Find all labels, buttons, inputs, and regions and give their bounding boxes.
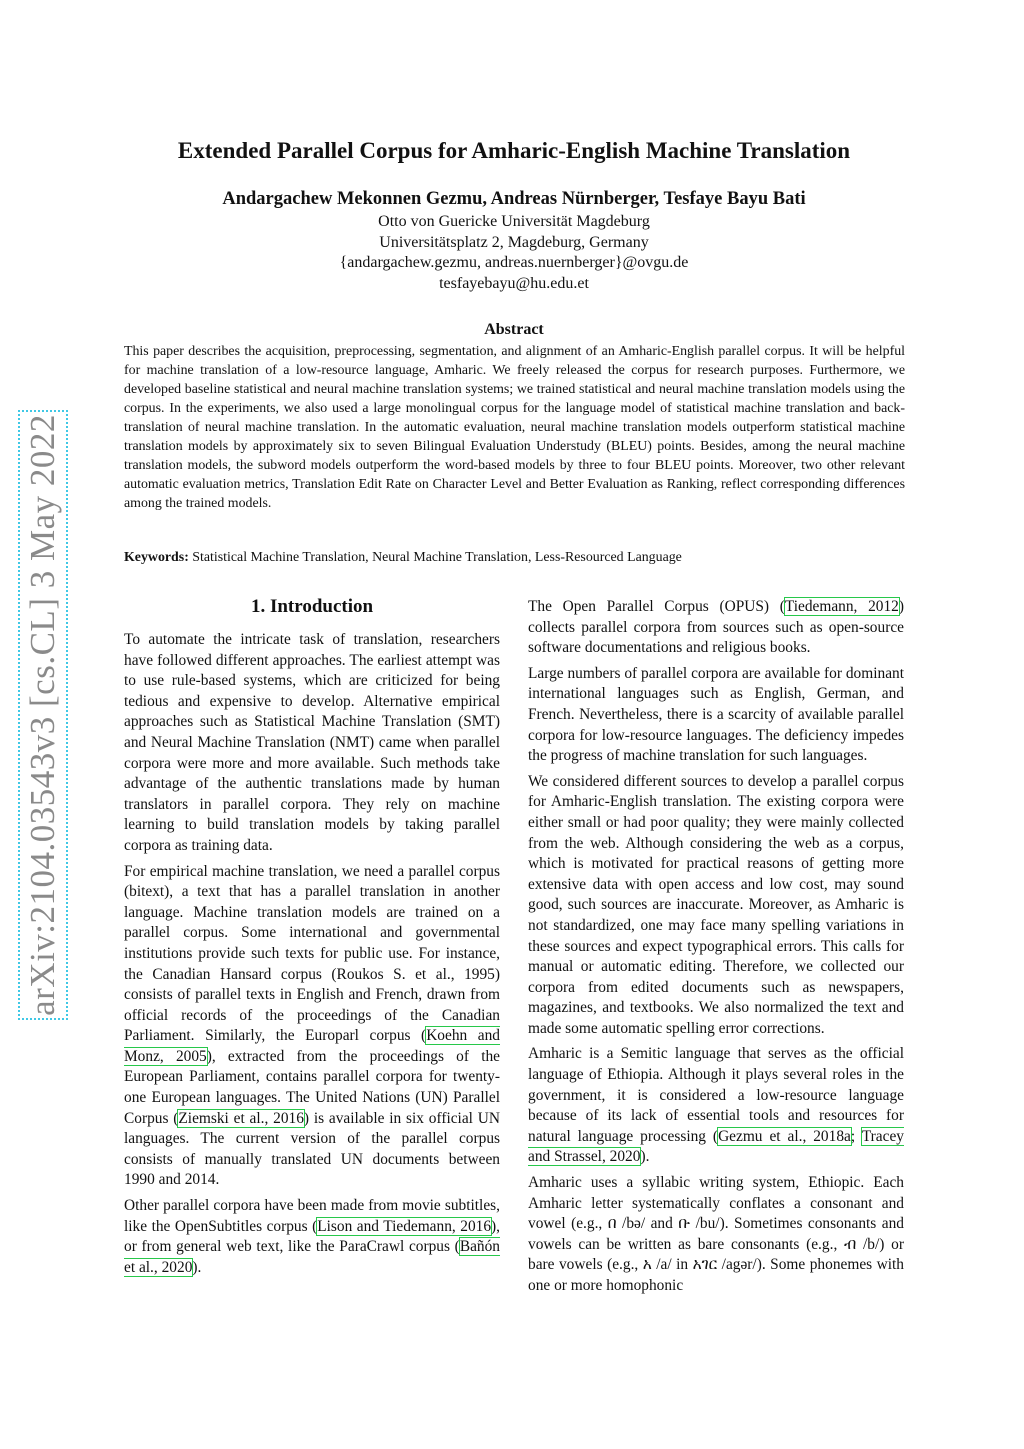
text-span: ) collects parallel corpora from sources such as open-source software documentations and religious books. (528, 598, 904, 657)
text-span: Other parallel corpora have been made from movie subtitles, like the OpenSubtitles corpus ( (124, 1197, 500, 1235)
right-paragraph-1 (528, 597, 904, 659)
text-span: Amharic is a Semitic language that serves as the official language of Ethiopia. Although it plays several roles in the government, it is considered a low-resource language because of its lack of essential tools and resources for natural language processing ( (528, 1045, 904, 1145)
institution: Otto von Guericke Universität Magdeburg (378, 213, 650, 230)
affiliation-block (100, 212, 928, 294)
citation-link[interactable]: Tracey and Strassel, 2020 (528, 1127, 904, 1166)
arxiv-identifier-stamp (18, 410, 68, 1020)
citation-link[interactable]: Lison and Tiedemann, 2016 (317, 1217, 492, 1235)
email-primary[interactable]: {andargachew.gezmu, andreas.nuernberger}@ovgu.de (339, 254, 689, 272)
keywords-label: Keywords: (124, 550, 189, 565)
paper-title: Extended Parallel Corpus for Amharic-English Machine Translation (177, 138, 851, 163)
right-column (528, 597, 904, 1357)
intro-paragraph-1: To automate the intricate task of translation, researchers have followed different approaches. The earliest attempt was to use rule-based systems, which are criticized for being tedious and expensive to develop. Alternative empirical approaches such as Statistical Machine Translation (SMT) and Neural Machine Translation (NMT) came when parallel corpora were more and more available. Such methods take advantage of the authentic translations made by human translators in parallel corpora. They rely on machine learning to build translation models by taking parallel corpora as training data. (124, 631, 500, 854)
text-span: ; (850, 1127, 862, 1145)
keywords-text: Statistical Machine Translation, Neural Machine Translation, Less-Resourced Language (188, 550, 682, 565)
right-paragraph-2: Large numbers of parallel corpora are available for dominant international languages such as English, German, and French. Nevertheless, there is a scarcity of available parallel corpora for low-resource languages. The deficiency impedes the progress of machine translation for such languages. (528, 664, 904, 765)
arxiv-identifier-text: arXiv:2104.03543v3 [cs.CL] 3 May 2022 (23, 414, 63, 1016)
citation-link[interactable]: Gezmu et al., 2018a (718, 1127, 851, 1145)
citation-link[interactable]: Ziemski et al., 2016 (178, 1109, 304, 1127)
text-span: ), or from general web text, like the ParaCrawl corpus ( (124, 1217, 500, 1256)
text-span: ) is available in six official UN languages. The current version of the parallel corpus consists of manually translated UN documents between 1990 and 2014. (124, 1109, 500, 1189)
author-list: Andargachew Mekonnen Gezmu, Andreas Nürnberger, Tesfaye Bayu Bati (222, 189, 806, 209)
citation-link[interactable]: Koehn and Monz, 2005 (124, 1027, 500, 1065)
abstract-heading: Abstract (484, 321, 544, 338)
citation-link[interactable]: Tiedemann, 2012 (784, 598, 899, 615)
left-column (124, 596, 500, 1356)
text-span: ), extracted from the proceedings of the European Parliament, contains parallel corpora for twenty-one European languages. The United Nations (UN) Parallel Corpus ( (124, 1047, 500, 1127)
text-span: ). (192, 1258, 202, 1276)
text-span: The Open Parallel Corpus (OPUS) ( (528, 598, 785, 615)
right-paragraph-4 (528, 1044, 904, 1168)
intro-paragraph-2 (124, 862, 500, 1192)
right-paragraph-5: Amharic uses a syllabic writing system, Ethiopic. Each Amharic letter systematically conflates a consonant and vowel (e.g., በ /bə/ and ቡ /bu/). Sometimes consonants and vowels can be written as bare consonants (e.g., ብ /b/) or bare vowels (e.g., አ /a/ in አገር /agər/). Some phonemes with one or more homophonic (528, 1174, 904, 1294)
intro-paragraph-3 (124, 1196, 500, 1278)
address: Universitätsplatz 2, Magdeburg, Germany (379, 233, 649, 251)
text-span: ). (640, 1148, 650, 1166)
keywords-line (124, 550, 905, 566)
right-paragraph-3: We considered different sources to develop a parallel corpus for Amharic-English translation. The existing corpora were either small or had poor quality; they were mainly collected from the web. Although considering the web as a corpus, which is motivated for practical reasons of getting more extensive data with open access and low cost, may sound good, such sources are inaccurate. Moreover, as Amharic is not standardized, one may face many spelling variations in these sources and expect typographical errors. This calls for manual or automatic editing. Therefore, we collected our corpora from edited documents such as newspapers, magazines, and textbooks. We also normalized the text and made some automatic spelling error corrections. (528, 772, 904, 1037)
abstract-text: This paper describes the acquisition, preprocessing, segmentation, and alignment of an Amharic-English parallel corpus. It will be helpful for machine translation of a low-resource language, Amharic. We freely released the corpus for research purposes. Furthermore, we developed baseline statistical and neural machine translation systems; we trained statistical and neural machine translation models using the corpus. In the experiments, we also used a large monolingual corpus for the language model of statistical machine translation and back-translation of neural machine translation. In the automatic evaluation, neural machine translation models outperform statistical machine translation models by approximately six to seven Bilingual Evaluation Understudy (BLEU) points. Besides, among the neural machine translation models, the subword models outperform the word-based models by three to four BLEU points. Moreover, two other relevant automatic evaluation metrics, Translation Edit Rate on Character Level and Better Evaluation as Ranking, reflect corresponding differences among the trained models. (124, 344, 905, 511)
email-secondary[interactable]: tesfayebayu@hu.edu.et (439, 274, 589, 292)
section-heading-introduction: 1. Introduction (250, 596, 374, 617)
citation-link[interactable]: Bañón et al., 2020 (124, 1238, 500, 1276)
text-span: For empirical machine translation, we need a parallel corpus (bitext), a text that has a parallel translation in another language. Machine translation models are trained on a parallel corpus. Some international and governmental institutions provide such texts for public use. For instance, the Canadian Hansard corpus (Roukos S. et al., 1995) consists of parallel texts in English and French, drawn from official records of the proceedings of the Canadian Parliament. Similarly, the Europarl corpus ( (124, 862, 500, 1045)
